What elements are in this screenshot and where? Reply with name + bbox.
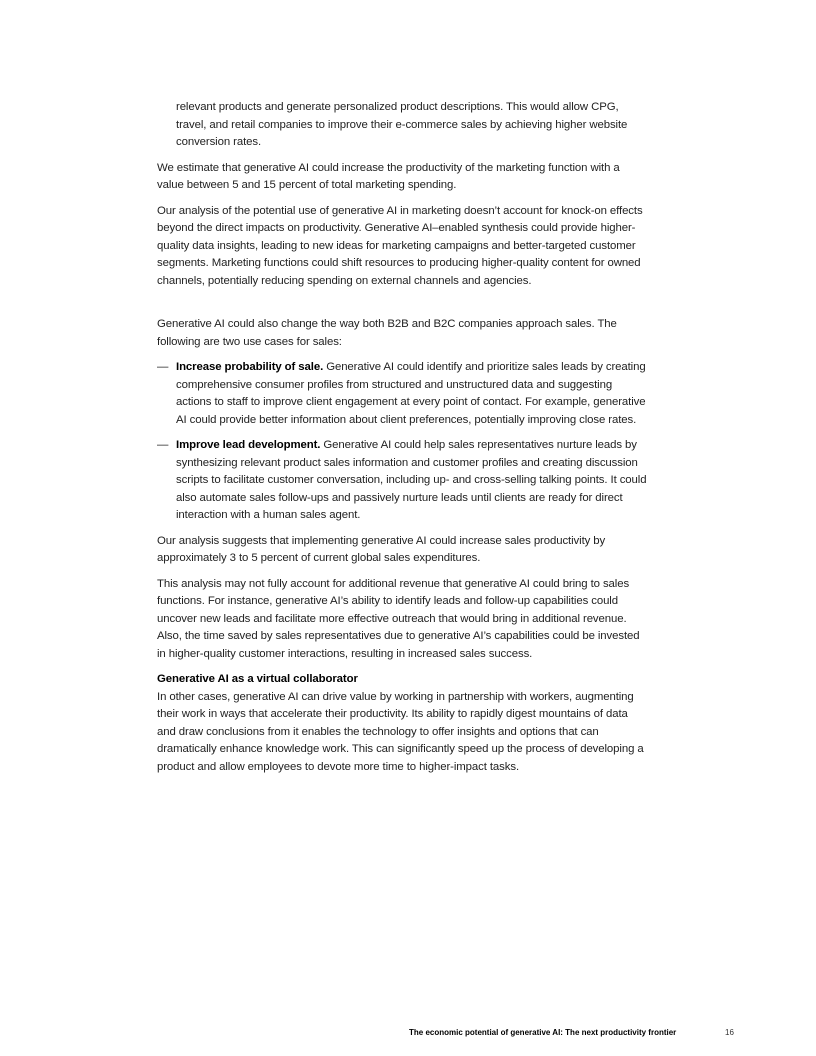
bullet-text: Generative AI could identify and prioritize sales leads by creating comprehensive consumer profiles from structured and unstructured data and suggesting actions to staff to improve client engagement at every point of contact. For example, generative AI could provide better information about client preferences, potentially improving close rates. <box>176 361 646 426</box>
bullet-item <box>157 437 649 525</box>
section-gap <box>157 298 649 316</box>
page-number: 16 <box>725 1028 734 1037</box>
bullet-item <box>157 359 649 429</box>
section-subheading: Generative AI as a virtual collaborator <box>157 673 358 685</box>
page-body <box>157 99 649 784</box>
paragraph-sales-revenue: This analysis may not fully account for additional revenue that generative AI could bring to sales functions. For instance, generative AI’s ability to identify leads and follow-up capabilities could uncover new leads and facilitate more effective outreach that would bring in additional revenue. Also, the time saved by sales representatives due to generative AI’s capabilities could be invested in higher-quality customer interactions, resulting in increased sales success. <box>157 577 640 660</box>
paragraph-sales-estimate: Our analysis suggests that implementing generative AI could increase sales productivity by approximately 3 to 5 percent of current global sales expenditures. <box>157 534 606 564</box>
paragraph-virtual-collaborator: In other cases, generative AI can drive value by working in partnership with workers, augmenting their work in ways that accelerate their productivity. Its ability to rapidly digest mountains of data and draw conclusions from it enables the technology to offer insights and options that can dramatically enhance knowledge work. This can significantly speed up the process of developing a product and allow employees to devote more time to higher-impact tasks. <box>157 690 644 773</box>
continued-bullet-text: relevant products and generate personalized product descriptions. This would allow CPG, travel, and retail companies to improve their e-commerce sales by achieving higher website conversion rates. <box>176 101 628 148</box>
paragraph-marketing-knock-on: Our analysis of the potential use of generative AI in marketing doesn’t account for knock-on effects beyond the direct impacts on productivity. Generative AI–enabled synthesis could provide higher-quality data insights, leading to new ideas for marketing campaigns and better-targeted customer segments. Marketing functions could shift resources to producing higher-quality content for owned channels, potentially reducing spending on external channels and agencies. <box>157 204 643 287</box>
paragraph-sales-intro: Generative AI could also change the way both B2B and B2C companies approach sales. The following are two use cases for sales: <box>157 318 617 348</box>
dash-bullet-icon: — <box>157 439 169 451</box>
dash-bullet-icon: — <box>157 361 169 373</box>
bullet-title: Increase probability of sale. <box>176 361 324 373</box>
paragraph-marketing-estimate: We estimate that generative AI could increase the productivity of the marketing function with a value between 5 and 15 percent of total marketing spending. <box>157 161 620 191</box>
bullet-title: Improve lead development. <box>176 439 321 451</box>
bullet-text: Generative AI could help sales representatives nurture leads by synthesizing relevant product sales information and customer profiles and creating discussion scripts to facilitate customer conversation, including up- and cross-selling talking points. It could also automate sales follow-ups and passively nurture leads until clients are ready for direct interaction with a human sales agent. <box>176 439 647 521</box>
footer-title: The economic potential of generative AI: The next productivity frontier <box>409 1028 677 1037</box>
